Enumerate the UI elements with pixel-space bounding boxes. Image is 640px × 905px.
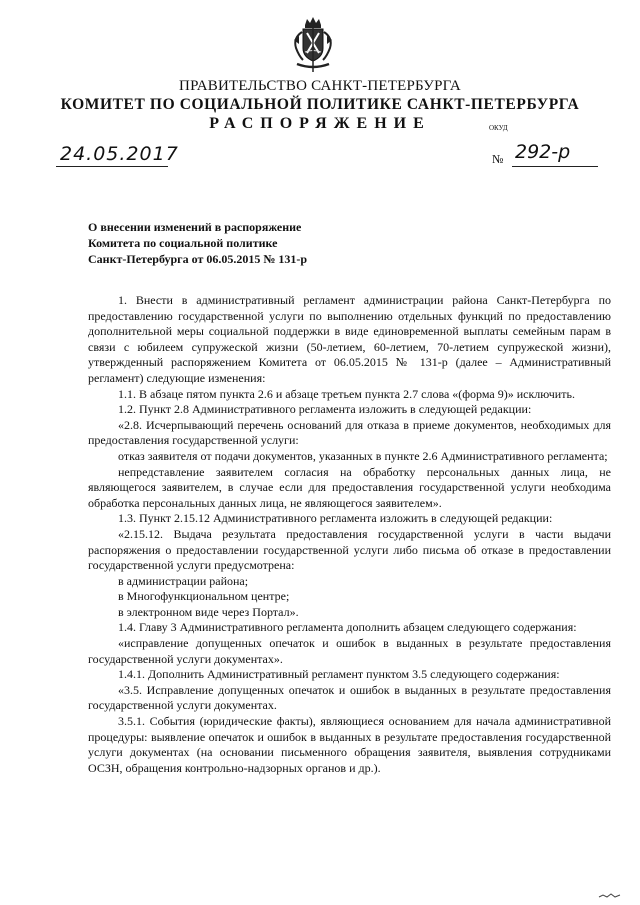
- coat-of-arms-icon: [290, 16, 336, 74]
- body-paragraph: в Многофункциональном центре;: [118, 589, 290, 604]
- committee-heading: КОМИТЕТ ПО СОЦИАЛЬНОЙ ПОЛИТИКЕ САНКТ-ПЕТЕРБУРГА: [60, 96, 580, 113]
- government-heading: ПРАВИТЕЛЬСТВО САНКТ-ПЕТЕРБУРГА: [179, 78, 461, 94]
- document-number: 292-р: [515, 141, 571, 163]
- document-body: [88, 293, 611, 776]
- body-paragraph: в администрации района;: [118, 573, 249, 588]
- page-stamp-mark: [598, 893, 622, 899]
- body-paragraph: «3.5. Исправление допущенных опечаток и ошибок в выданных в результате предоставления государственной услуги документах.: [88, 682, 611, 713]
- okud-label: ОКУД: [489, 124, 508, 132]
- subject-line: Комитета по социальной политике: [88, 236, 278, 250]
- body-paragraph: «исправление допущенных опечаток и ошибок в выданных в результате предоставления государственной услуги документах».: [88, 636, 611, 666]
- body-paragraph: 1.1. В абзаце пятом пункта 2.6 и абзаце третьем пункта 2.7 слова «(форма 9)» исключить.: [118, 386, 575, 401]
- subject-line: Санкт-Петербурга от 06.05.2015 № 131-р: [88, 252, 308, 266]
- body-paragraph: отказ заявителя от подачи документов, указанных в пункте 2.6 Административного регламента;: [118, 448, 608, 463]
- body-paragraph: непредставление заявителем согласия на обработку персональных данных лица, не являющегося заявителем, в случае если для предоставления государственной услуги необходима обработка персональных данных лица, не являющегося заявителем».: [88, 464, 611, 510]
- document-subject: [88, 219, 307, 267]
- subject-line: О внесении изменений в распоряжение: [88, 220, 302, 234]
- body-paragraph: 3.5.1. События (юридические факты), являющиеся основанием для начала административной процедуры: выявление опечаток и ошибок в выданных в результате предоставления государственной услуги документах (на основании письменного обращения заявителя, выявления сотрудниками ОСЗН, обращения контрольно-надзорных органов и др.).: [88, 714, 611, 775]
- body-paragraph: «2.8. Исчерпывающий перечень оснований для отказа в приеме документов, необходимых для предоставления государственной услуги:: [88, 417, 611, 448]
- body-paragraph: 1.4.1. Дополнить Административный регламент пунктом 3.5 следующего содержания:: [118, 667, 560, 682]
- body-paragraph: 1.2. Пункт 2.8 Административного регламента изложить в следующей редакции:: [118, 402, 532, 417]
- body-paragraph: 1. Внести в административный регламент администрации района Санкт-Петербурга по предоставлению государственной услуги по выполнению отдельных функций по предоставлению дополнительной меры социальной поддержки в виде единовременной выплаты семейным парам в связи с юбилеем супружеской жизни (50-летием, 60-летием, 70-летием супружеской жизни), утвержденный распоряжением Комитета от 06.05.2015 № 131-р (далее – Административный регламент) следующие изменения:: [88, 293, 611, 385]
- body-paragraph: 1.4. Главу 3 Административного регламента дополнить абзацем следующего содержания:: [118, 620, 577, 635]
- document-type-heading: РАСПОРЯЖЕНИЕ: [209, 115, 431, 132]
- body-paragraph: в электронном виде через Портал».: [118, 604, 299, 619]
- date-underline: [56, 166, 168, 167]
- body-paragraph: «2.15.12. Выдача результата предоставления государственной услуги в части выдачи распоряжения о предоставлении государственной услуги либо письма об отказе в предоставлении государственной услуги предусмотрена:: [88, 526, 611, 573]
- body-paragraph: 1.3. Пункт 2.15.12 Административного регламента изложить в следующей редакции:: [118, 511, 553, 526]
- number-label: №: [492, 152, 504, 166]
- document-date: 24.05.2017: [60, 143, 179, 165]
- number-underline: [512, 166, 598, 167]
